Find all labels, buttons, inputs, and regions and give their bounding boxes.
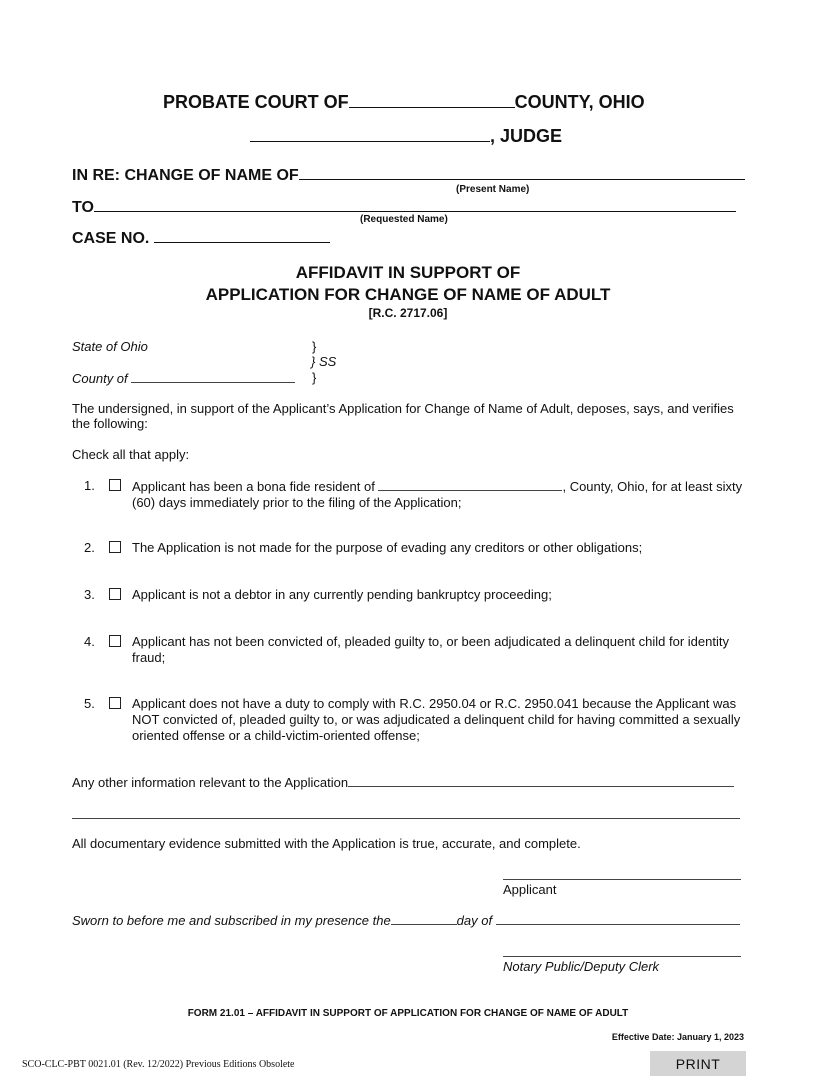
sworn-month-blank[interactable] <box>496 912 740 925</box>
item-2-text: The Application is not made for the purpose of evading any creditors or other obligations; <box>132 540 643 555</box>
item-number: 3. <box>84 587 95 602</box>
check-all-label: Check all that apply: <box>72 447 190 462</box>
present-name-blank[interactable] <box>299 163 745 180</box>
other-info-line: Any other information relevant to the Application <box>72 774 734 790</box>
title-citation: [R.C. 2717.06] <box>368 306 448 320</box>
form-title: FORM 21.01 – AFFIDAVIT IN SUPPORT OF APPLICATION FOR CHANGE OF NAME OF ADULT <box>187 1008 629 1019</box>
judge-name-blank[interactable] <box>250 125 490 142</box>
case-no-line: CASE NO. <box>72 226 330 248</box>
residence-county-blank[interactable] <box>378 478 562 491</box>
item-4-checkbox[interactable] <box>109 635 121 647</box>
present-name-note: (Present Name) <box>456 184 530 195</box>
venue-county-blank[interactable] <box>131 370 295 383</box>
item-5-checkbox[interactable] <box>109 697 121 709</box>
effective-date: Effective Date: January 1, 2023 <box>611 1032 744 1042</box>
notary-signature-line[interactable] <box>503 956 741 957</box>
court-heading: PROBATE COURT OF COUNTY, OHIO <box>163 92 645 112</box>
other-info-blank-2[interactable] <box>72 818 740 819</box>
item-2-checkbox[interactable] <box>109 541 121 553</box>
item-number: 5. <box>84 696 95 711</box>
venue-brace-bottom: } <box>312 370 317 385</box>
title-line1: AFFIDAVIT IN SUPPORT OF <box>295 263 521 282</box>
venue-ss: } SS <box>311 354 337 369</box>
case-no-blank[interactable] <box>154 226 330 243</box>
item-3-text: Applicant is not a debtor in any currently pending bankruptcy proceeding; <box>132 587 552 602</box>
item-number: 2. <box>84 540 95 555</box>
item-number: 4. <box>84 634 95 649</box>
to-line: TO <box>72 195 736 217</box>
item-number: 1. <box>84 478 95 493</box>
applicant-signature-line[interactable] <box>503 879 741 880</box>
venue-state: State of Ohio <box>72 339 148 354</box>
other-info-blank[interactable] <box>348 774 734 787</box>
county-blank[interactable] <box>349 91 515 108</box>
evidence-statement: All documentary evidence submitted with the Application is true, accurate, and complete. <box>72 836 581 851</box>
item-4-text: Applicant has not been convicted of, pleaded guilty to, or been adjudicated a delinquent child for identity fraud; <box>132 634 729 665</box>
notary-label: Notary Public/Deputy Clerk <box>503 959 660 974</box>
in-re-line: IN RE: CHANGE OF NAME OF <box>72 163 745 185</box>
venue-brace-top: } <box>312 339 317 354</box>
applicant-label: Applicant <box>503 882 557 897</box>
intro-text: The undersigned, in support of the Applicant’s Application for Change of Name of Adult, deposes, says, and verifies the following: <box>72 401 734 431</box>
title-line2: APPLICATION FOR CHANGE OF NAME OF ADULT <box>205 285 611 304</box>
sworn-line: Sworn to before me and subscribed in my presence the day of <box>72 912 740 928</box>
item-5-text: Applicant does not have a duty to comply with R.C. 2950.04 or R.C. 2950.041 because the Applicant was NOT convicted of, pleaded guilty to, or was adjudicated a delinquent child for having committed a sexually oriented offense or a child-victim-oriented offense; <box>132 696 741 743</box>
print-button[interactable]: PRINT <box>650 1051 746 1076</box>
form-code: SCO-CLC-PBT 0021.01 (Rev. 12/2022) Previous Editions Obsolete <box>22 1059 295 1070</box>
requested-name-blank[interactable] <box>94 195 736 212</box>
item-3-checkbox[interactable] <box>109 588 121 600</box>
judge-heading: , JUDGE <box>250 125 562 147</box>
requested-name-note: (Requested Name) <box>360 214 448 225</box>
sworn-day-blank[interactable] <box>391 912 457 925</box>
item-1-text: Applicant has been a bona fide resident of , County, Ohio, for at least sixty (60) days immediately prior to the filing of the Application; <box>132 479 743 510</box>
venue-county-line: County of <box>72 370 295 386</box>
item-1-checkbox[interactable] <box>109 479 121 491</box>
